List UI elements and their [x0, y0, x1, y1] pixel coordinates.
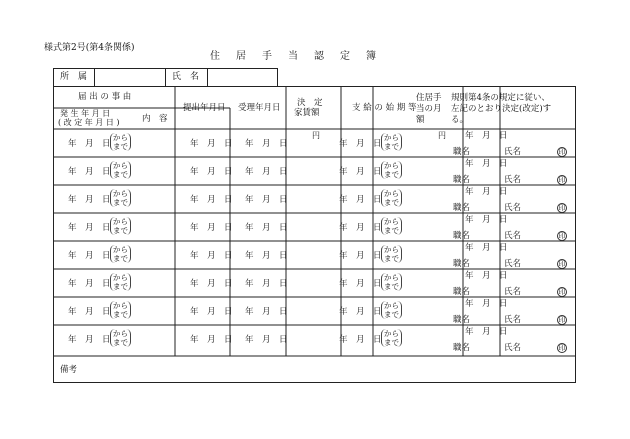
from-label: から [113, 329, 128, 338]
from-label: から [113, 301, 128, 310]
payment-start-date: 年 月 日 [339, 307, 382, 317]
decision-date: 年 月 日 [465, 271, 508, 281]
col-payment-start: 支 給 の 始 期 等 [352, 103, 417, 113]
seal-mark: 印 [558, 344, 566, 352]
form-title: 住居手当認定簿 [210, 51, 392, 62]
from-until-brace [381, 189, 402, 207]
from-until-brace [381, 161, 402, 179]
col-reason: 届 出 の 事 由 [78, 92, 132, 102]
until-label: まで [113, 170, 128, 179]
from-until-brace [381, 133, 402, 151]
col-decided-rent-1: 決 定 [297, 98, 323, 108]
from-label: から [113, 245, 128, 254]
name-label: 氏 名 [172, 72, 200, 82]
until-label: まで [113, 198, 128, 207]
from-label: から [113, 273, 128, 282]
until-label: まで [113, 282, 128, 291]
payment-start-date: 年 月 日 [339, 139, 382, 149]
from-label: から [384, 245, 399, 254]
official-name-label: 氏名 [504, 175, 522, 185]
yen-label: 円 [438, 131, 446, 140]
position-label: 職名 [453, 287, 471, 297]
submission-date-value: 年 月 日 [190, 251, 233, 261]
receipt-date-value: 年 月 日 [245, 139, 288, 149]
from-label: から [384, 329, 399, 338]
submission-date-value: 年 月 日 [190, 279, 233, 289]
seal-mark: 印 [558, 288, 566, 296]
until-label: まで [113, 338, 128, 347]
submission-date-value: 年 月 日 [190, 167, 233, 177]
col-decision-2: 左記のとおり決定(改定)す [451, 104, 552, 114]
from-label: から [384, 189, 399, 198]
until-label: まで [113, 254, 128, 263]
payment-start-date: 年 月 日 [339, 167, 382, 177]
occurrence-date-value: 年 月 日 [68, 139, 111, 149]
payment-start-date: 年 月 日 [339, 223, 382, 233]
from-label: から [384, 161, 399, 170]
until-label: まで [113, 142, 128, 151]
register-table [53, 86, 576, 383]
submission-date-value: 年 月 日 [190, 335, 233, 345]
receipt-date-value: 年 月 日 [245, 335, 288, 345]
submission-date-value: 年 月 日 [190, 307, 233, 317]
decision-date: 年 月 日 [465, 243, 508, 253]
seal-mark: 印 [558, 148, 566, 156]
occurrence-date-value: 年 月 日 [68, 335, 111, 345]
decision-date: 年 月 日 [465, 299, 508, 309]
position-label: 職名 [453, 147, 471, 157]
official-name-label: 氏名 [504, 231, 522, 241]
occurrence-date-value: 年 月 日 [68, 167, 111, 177]
from-label: から [384, 301, 399, 310]
col-receipt-date: 受理年月日 [238, 103, 281, 113]
receipt-date-value: 年 月 日 [245, 251, 288, 261]
from-until-brace [110, 133, 131, 151]
position-label: 職名 [453, 343, 471, 353]
from-label: から [384, 273, 399, 282]
seal-mark: 印 [558, 176, 566, 184]
col-allowance-3: 額 [416, 115, 425, 125]
until-label: まで [384, 142, 399, 151]
receipt-date-value: 年 月 日 [245, 167, 288, 177]
decision-date: 年 月 日 [465, 215, 508, 225]
seal-mark: 印 [558, 316, 566, 324]
affiliation-label: 所 属 [60, 72, 88, 82]
payment-start-date: 年 月 日 [339, 279, 382, 289]
col-decision-3: る。 [451, 115, 469, 125]
yen-label: 円 [312, 131, 320, 140]
receipt-date-value: 年 月 日 [245, 223, 288, 233]
submission-date-value: 年 月 日 [190, 223, 233, 233]
official-name-label: 氏名 [504, 343, 522, 353]
decision-date: 年 月 日 [465, 187, 508, 197]
submission-date-value: 年 月 日 [190, 139, 233, 149]
until-label: まで [384, 338, 399, 347]
receipt-date-value: 年 月 日 [245, 195, 288, 205]
from-label: から [113, 133, 128, 142]
submission-date-value: 年 月 日 [190, 195, 233, 205]
col-occurrence-date-sub: ( 改 定 年 月 日 ) [58, 118, 120, 127]
official-name-label: 氏名 [504, 259, 522, 269]
seal-mark: 印 [558, 204, 566, 212]
until-label: まで [384, 170, 399, 179]
payment-start-date: 年 月 日 [339, 335, 382, 345]
from-until-brace [110, 217, 131, 235]
payment-start-date: 年 月 日 [339, 195, 382, 205]
payment-start-date: 年 月 日 [339, 251, 382, 261]
official-name-label: 氏名 [504, 287, 522, 297]
from-until-brace [110, 189, 131, 207]
occurrence-date-value: 年 月 日 [68, 251, 111, 261]
col-allowance-2: 当の月 [416, 104, 442, 114]
from-label: から [113, 189, 128, 198]
receipt-date-value: 年 月 日 [245, 307, 288, 317]
occurrence-date-value: 年 月 日 [68, 307, 111, 317]
receipt-date-value: 年 月 日 [245, 279, 288, 289]
from-label: から [384, 217, 399, 226]
position-label: 職名 [453, 175, 471, 185]
col-decided-rent-2: 家賃額 [294, 108, 320, 118]
seal-mark: 印 [558, 260, 566, 268]
decision-date: 年 月 日 [465, 131, 508, 141]
remarks-label: 備考 [60, 365, 78, 375]
col-content: 内 容 [142, 114, 168, 124]
from-label: から [113, 161, 128, 170]
from-until-brace [381, 301, 402, 319]
from-until-brace [381, 245, 402, 263]
col-allowance-1: 住居手 [416, 93, 442, 103]
from-label: から [113, 217, 128, 226]
from-until-brace [110, 301, 131, 319]
from-until-brace [110, 245, 131, 263]
from-until-brace [381, 217, 402, 235]
position-label: 職名 [453, 259, 471, 269]
position-label: 職名 [453, 203, 471, 213]
occurrence-date-value: 年 月 日 [68, 279, 111, 289]
col-submission-date: 提出年月日 [183, 103, 226, 113]
official-name-label: 氏名 [504, 147, 522, 157]
until-label: まで [384, 254, 399, 263]
from-until-brace [381, 329, 402, 347]
decision-date: 年 月 日 [465, 159, 508, 169]
decision-date: 年 月 日 [465, 327, 508, 337]
position-label: 職名 [453, 315, 471, 325]
occurrence-date-value: 年 月 日 [68, 223, 111, 233]
from-until-brace [110, 329, 131, 347]
until-label: まで [384, 310, 399, 319]
form-number: 様式第2号(第4条関係) [44, 43, 135, 53]
from-until-brace [381, 273, 402, 291]
seal-mark: 印 [558, 232, 566, 240]
position-label: 職名 [453, 231, 471, 241]
col-occurrence-date: 発 生 年 月 日 [60, 109, 111, 118]
until-label: まで [384, 226, 399, 235]
until-label: まで [384, 198, 399, 207]
official-name-label: 氏名 [504, 315, 522, 325]
occurrence-date-value: 年 月 日 [68, 195, 111, 205]
until-label: まで [384, 282, 399, 291]
until-label: まで [113, 226, 128, 235]
col-decision-1: 規則第4条の規定に従い、 [451, 93, 550, 103]
from-until-brace [110, 273, 131, 291]
until-label: まで [113, 310, 128, 319]
official-name-label: 氏名 [504, 203, 522, 213]
from-label: から [384, 133, 399, 142]
from-until-brace [110, 161, 131, 179]
